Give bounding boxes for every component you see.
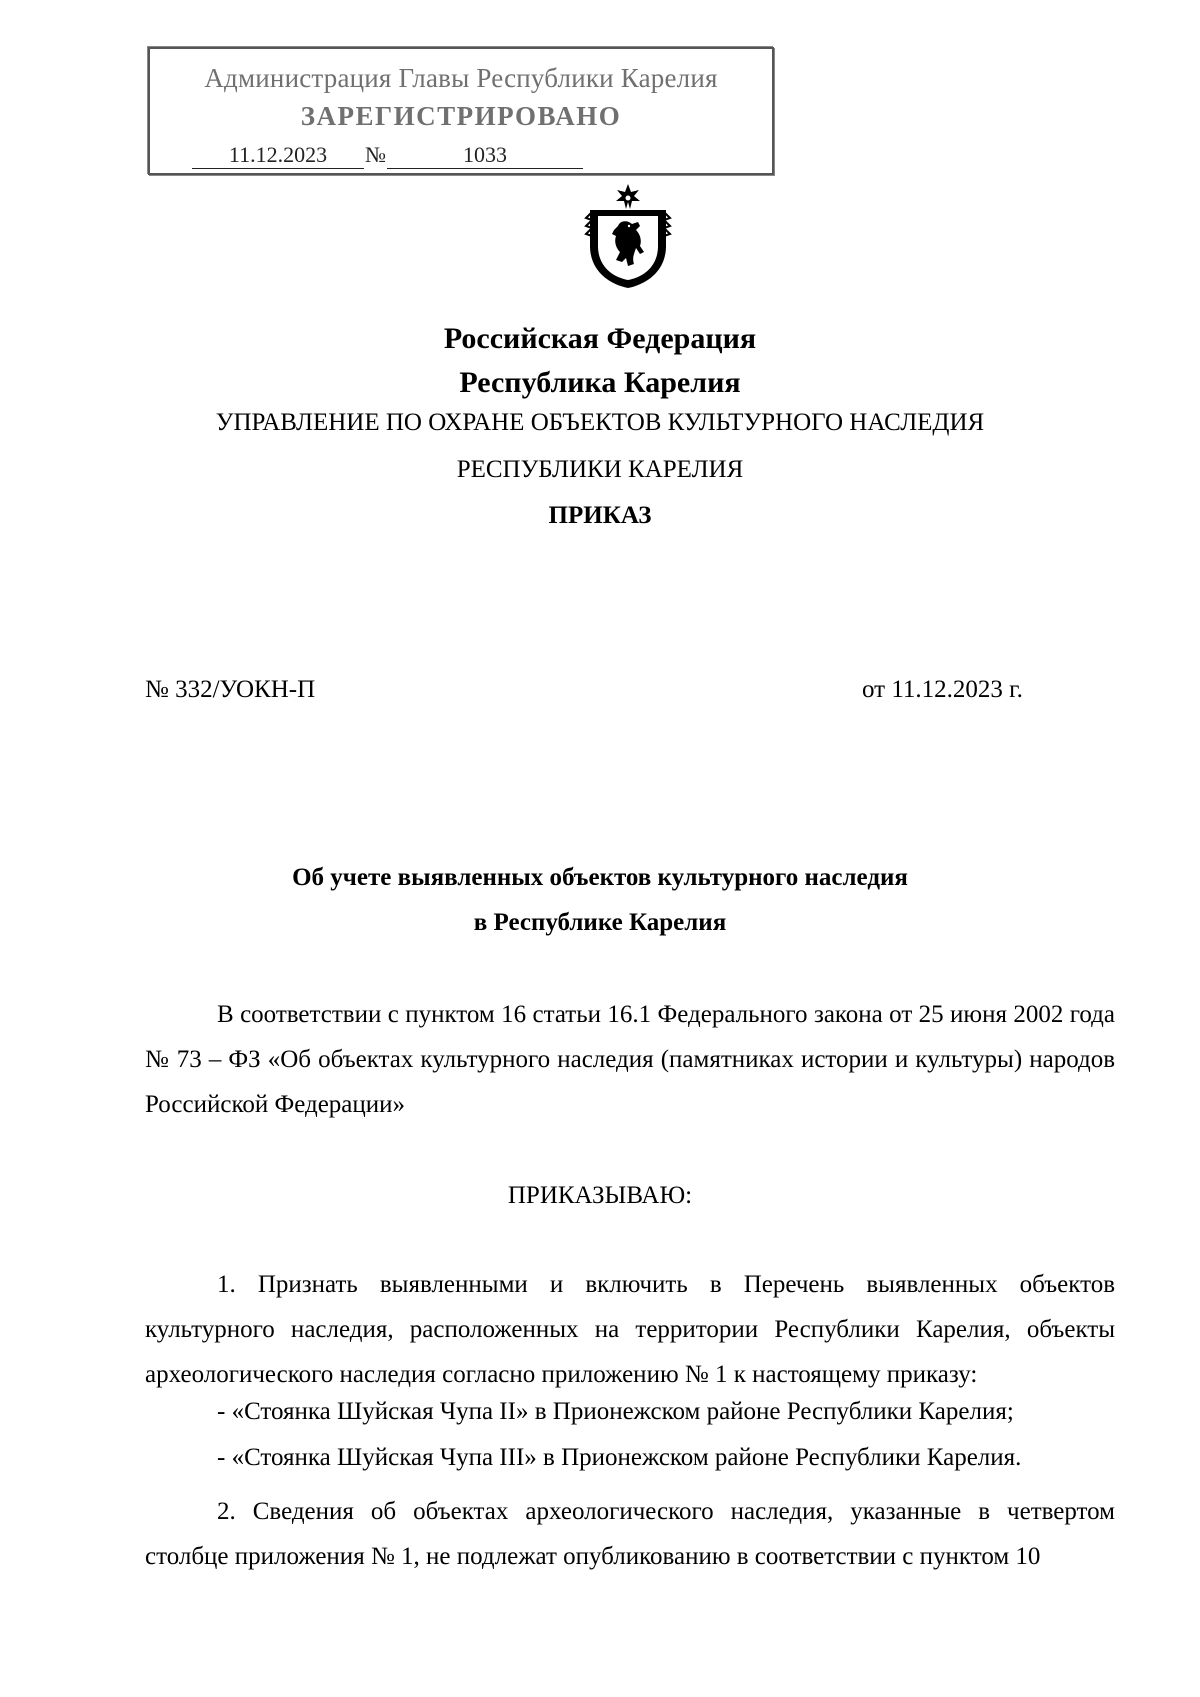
item-1-paragraph: [145, 1262, 1115, 1397]
stamp-registered-label: ЗАРЕГИСТРИРОВАНО: [300, 101, 622, 131]
order-date: от 11.12.2023 г.: [862, 676, 1023, 703]
item-1-text: 1. Признать выявленными и включить в Перечень выявленных объектов культурного наследия, расположенных на территории Республики Карелия, объекты археологического наследия согласно приложению № 1 к настоящему приказу:: [145, 1271, 1115, 1388]
preamble-text: В соответствии с пунктом 16 статьи 16.1 Федерального закона от 25 июня 2002 года № 73 – ФЗ «Об объектах культурного наследия (памятниках истории и культуры) народов Российской Федерации»: [145, 1001, 1115, 1118]
agency-name-line2: РЕСПУБЛИКИ КАРЕЛИЯ: [456, 456, 744, 483]
stamp-number-sign: №: [365, 142, 386, 167]
coat-of-arms-emblem: [582, 182, 674, 290]
item-2-paragraph: [145, 1489, 1115, 1579]
list-item: - «Стоянка Шуйская Чупа II» в Прионежском районе Республики Карелия;: [217, 1398, 1014, 1425]
agency-name-line1: УПРАВЛЕНИЕ ПО ОХРАНЕ ОБЪЕКТОВ КУЛЬТУРНОГО НАСЛЕДИЯ: [215, 409, 985, 436]
document-type-heading: ПРИКАЗ: [548, 502, 652, 529]
republic-heading: Республика Карелия: [459, 366, 741, 399]
registration-stamp: [148, 47, 774, 175]
order-title-line2: в Республике Карелия: [473, 909, 727, 936]
country-heading: Российская Федерация: [443, 322, 757, 355]
order-number: № 332/УОКН-П: [145, 676, 316, 703]
list-item: - «Стоянка Шуйская Чупа III» в Прионежском районе Республики Карелия.: [217, 1444, 1022, 1471]
preamble-paragraph: [145, 992, 1115, 1127]
stamp-reg-number: 1033: [387, 142, 583, 169]
stamp-authority: Администрация Главы Республики Карелия: [204, 63, 718, 93]
order-title-line1: Об учете выявленных объектов культурного наследия: [292, 864, 908, 891]
stamp-registration-row: [192, 142, 583, 172]
stamp-reg-date: 11.12.2023: [192, 142, 364, 169]
decree-heading: ПРИКАЗЫВАЮ:: [507, 1182, 693, 1209]
item-2-text: 2. Сведения об объектах археологического наследия, указанные в четвертом столбце приложения № 1, не подлежат опубликованию в соответствии с пунктом 10: [145, 1498, 1115, 1570]
